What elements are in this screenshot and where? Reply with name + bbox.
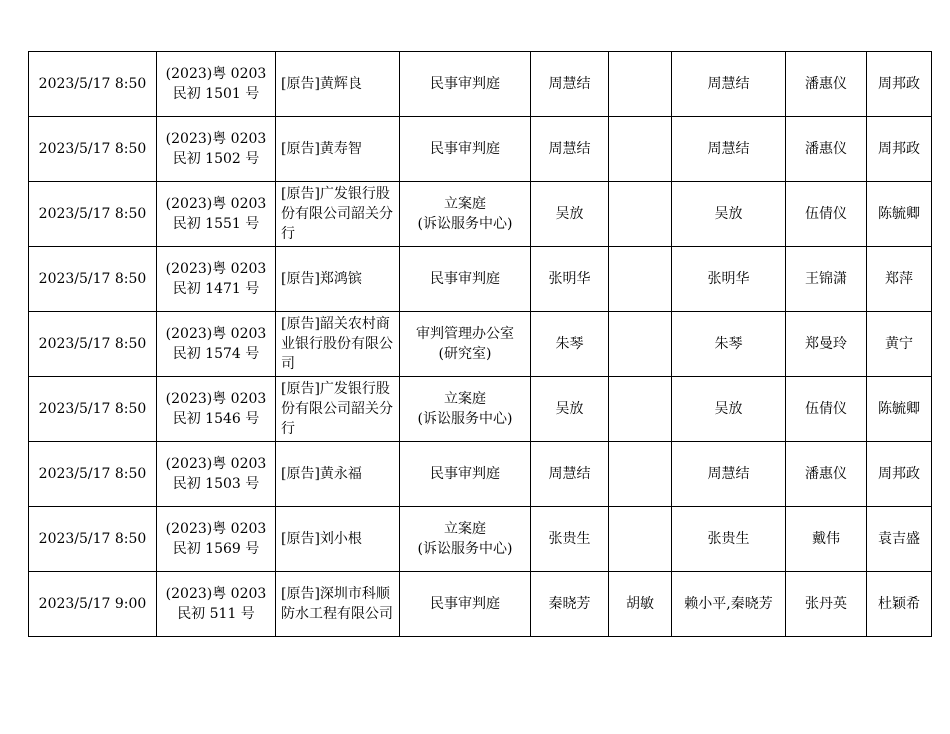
case-number — [157, 442, 276, 507]
case-number-line: 民初 1546 号 — [172, 411, 260, 427]
party: [原告]黄永福 — [276, 442, 400, 507]
case-number-line: (2023)粤 0203 — [165, 196, 267, 212]
hearing-time: 2023/5/17 8:50 — [29, 182, 157, 247]
case-number-line: 民初 1503 号 — [172, 476, 260, 492]
court-division-line: 立案庭 — [444, 521, 486, 537]
court-division — [400, 247, 531, 312]
case-number-line: 民初 1574 号 — [172, 346, 260, 362]
court-division-line: 民事审判庭 — [430, 466, 500, 482]
judge-assistant: 伍倩仪 — [786, 182, 867, 247]
court-division-line: 立案庭 — [444, 196, 486, 212]
case-number-line: 民初 1551 号 — [172, 216, 260, 232]
judge-assistant: 戴伟 — [786, 507, 867, 572]
judge-assistant: 潘惠仪 — [786, 52, 867, 117]
presiding-judge: 秦晓芳 — [531, 572, 609, 637]
case-number-line: 民初 511 号 — [177, 606, 255, 622]
judge-assistant: 郑曼玲 — [786, 312, 867, 377]
court-division — [400, 442, 531, 507]
panel-members: 吴放 — [672, 377, 786, 442]
judge-assistant: 张丹英 — [786, 572, 867, 637]
hearing-time: 2023/5/17 8:50 — [29, 377, 157, 442]
case-number-line: 民初 1471 号 — [172, 281, 260, 297]
table-row — [29, 572, 932, 637]
court-division-line: 民事审判庭 — [430, 76, 500, 92]
table-row — [29, 247, 932, 312]
panel-members: 周慧结 — [672, 52, 786, 117]
court-division-line: 民事审判庭 — [430, 271, 500, 287]
juror — [609, 507, 672, 572]
party: [原告]刘小根 — [276, 507, 400, 572]
panel-members: 张明华 — [672, 247, 786, 312]
court-division-line: (研究室) — [438, 346, 492, 362]
panel-members: 赖小平,秦晓芳 — [672, 572, 786, 637]
court-division-line: (诉讼服务中心) — [417, 411, 513, 427]
juror — [609, 312, 672, 377]
party: [原告]黄寿智 — [276, 117, 400, 182]
court-division — [400, 507, 531, 572]
court-division-line: (诉讼服务中心) — [417, 541, 513, 557]
court-clerk: 周邦政 — [867, 117, 932, 182]
judge-assistant: 潘惠仪 — [786, 442, 867, 507]
case-number-line: (2023)粤 0203 — [165, 391, 267, 407]
panel-members: 朱琴 — [672, 312, 786, 377]
court-division-line: 民事审判庭 — [430, 596, 500, 612]
case-number — [157, 507, 276, 572]
juror — [609, 182, 672, 247]
court-division — [400, 182, 531, 247]
court-clerk: 杜颖希 — [867, 572, 932, 637]
panel-members: 周慧结 — [672, 442, 786, 507]
presiding-judge: 张贵生 — [531, 507, 609, 572]
case-number — [157, 247, 276, 312]
court-division-line: 立案庭 — [444, 391, 486, 407]
court-clerk: 周邦政 — [867, 52, 932, 117]
presiding-judge: 周慧结 — [531, 117, 609, 182]
case-number — [157, 52, 276, 117]
table-row — [29, 312, 932, 377]
court-division — [400, 377, 531, 442]
case-number-line: 民初 1569 号 — [172, 541, 260, 557]
party: [原告]广发银行股份有限公司韶关分行 — [276, 182, 400, 247]
court-division-line: 民事审判庭 — [430, 141, 500, 157]
case-number-line: (2023)粤 0203 — [165, 586, 267, 602]
judge-assistant: 潘惠仪 — [786, 117, 867, 182]
table-row — [29, 507, 932, 572]
case-number — [157, 377, 276, 442]
table-row — [29, 117, 932, 182]
case-number-line: 民初 1502 号 — [172, 151, 260, 167]
presiding-judge: 朱琴 — [531, 312, 609, 377]
court-clerk: 陈毓卿 — [867, 377, 932, 442]
table-row — [29, 182, 932, 247]
case-number-line: 民初 1501 号 — [172, 86, 260, 102]
hearing-time: 2023/5/17 8:50 — [29, 507, 157, 572]
case-number — [157, 312, 276, 377]
case-number — [157, 182, 276, 247]
presiding-judge: 周慧结 — [531, 442, 609, 507]
case-number — [157, 572, 276, 637]
court-clerk: 郑萍 — [867, 247, 932, 312]
hearing-time: 2023/5/17 8:50 — [29, 442, 157, 507]
party: [原告]黄辉良 — [276, 52, 400, 117]
case-number-line: (2023)粤 0203 — [165, 66, 267, 82]
court-division — [400, 117, 531, 182]
presiding-judge: 周慧结 — [531, 52, 609, 117]
court-division — [400, 52, 531, 117]
case-number — [157, 117, 276, 182]
panel-members: 周慧结 — [672, 117, 786, 182]
juror — [609, 247, 672, 312]
panel-members: 吴放 — [672, 182, 786, 247]
table-row — [29, 52, 932, 117]
presiding-judge: 张明华 — [531, 247, 609, 312]
court-clerk: 袁吉盛 — [867, 507, 932, 572]
case-number-line: (2023)粤 0203 — [165, 521, 267, 537]
juror — [609, 377, 672, 442]
juror: 胡敏 — [609, 572, 672, 637]
hearing-time: 2023/5/17 9:00 — [29, 572, 157, 637]
panel-members: 张贵生 — [672, 507, 786, 572]
court-division — [400, 312, 531, 377]
juror — [609, 52, 672, 117]
court-division-line: 审判管理办公室 — [416, 326, 514, 342]
case-number-line: (2023)粤 0203 — [165, 456, 267, 472]
hearing-time: 2023/5/17 8:50 — [29, 52, 157, 117]
hearing-time: 2023/5/17 8:50 — [29, 117, 157, 182]
party: [原告]深圳市科顺防水工程有限公司 — [276, 572, 400, 637]
hearing-time: 2023/5/17 8:50 — [29, 312, 157, 377]
case-number-line: (2023)粤 0203 — [165, 131, 267, 147]
juror — [609, 442, 672, 507]
party: [原告]广发银行股份有限公司韶关分行 — [276, 377, 400, 442]
judge-assistant: 伍倩仪 — [786, 377, 867, 442]
judge-assistant: 王锦潇 — [786, 247, 867, 312]
party: [原告]韶关农村商业银行股份有限公司 — [276, 312, 400, 377]
case-number-line: (2023)粤 0203 — [165, 261, 267, 277]
juror — [609, 117, 672, 182]
table-row — [29, 377, 932, 442]
hearing-time: 2023/5/17 8:50 — [29, 247, 157, 312]
presiding-judge: 吴放 — [531, 182, 609, 247]
table-row — [29, 442, 932, 507]
presiding-judge: 吴放 — [531, 377, 609, 442]
court-clerk: 周邦政 — [867, 442, 932, 507]
case-number-line: (2023)粤 0203 — [165, 326, 267, 342]
court-clerk: 黄宁 — [867, 312, 932, 377]
hearing-schedule-table — [28, 51, 932, 637]
court-division-line: (诉讼服务中心) — [417, 216, 513, 232]
schedule-body — [29, 52, 932, 637]
court-division — [400, 572, 531, 637]
court-clerk: 陈毓卿 — [867, 182, 932, 247]
party: [原告]郑鸿镔 — [276, 247, 400, 312]
